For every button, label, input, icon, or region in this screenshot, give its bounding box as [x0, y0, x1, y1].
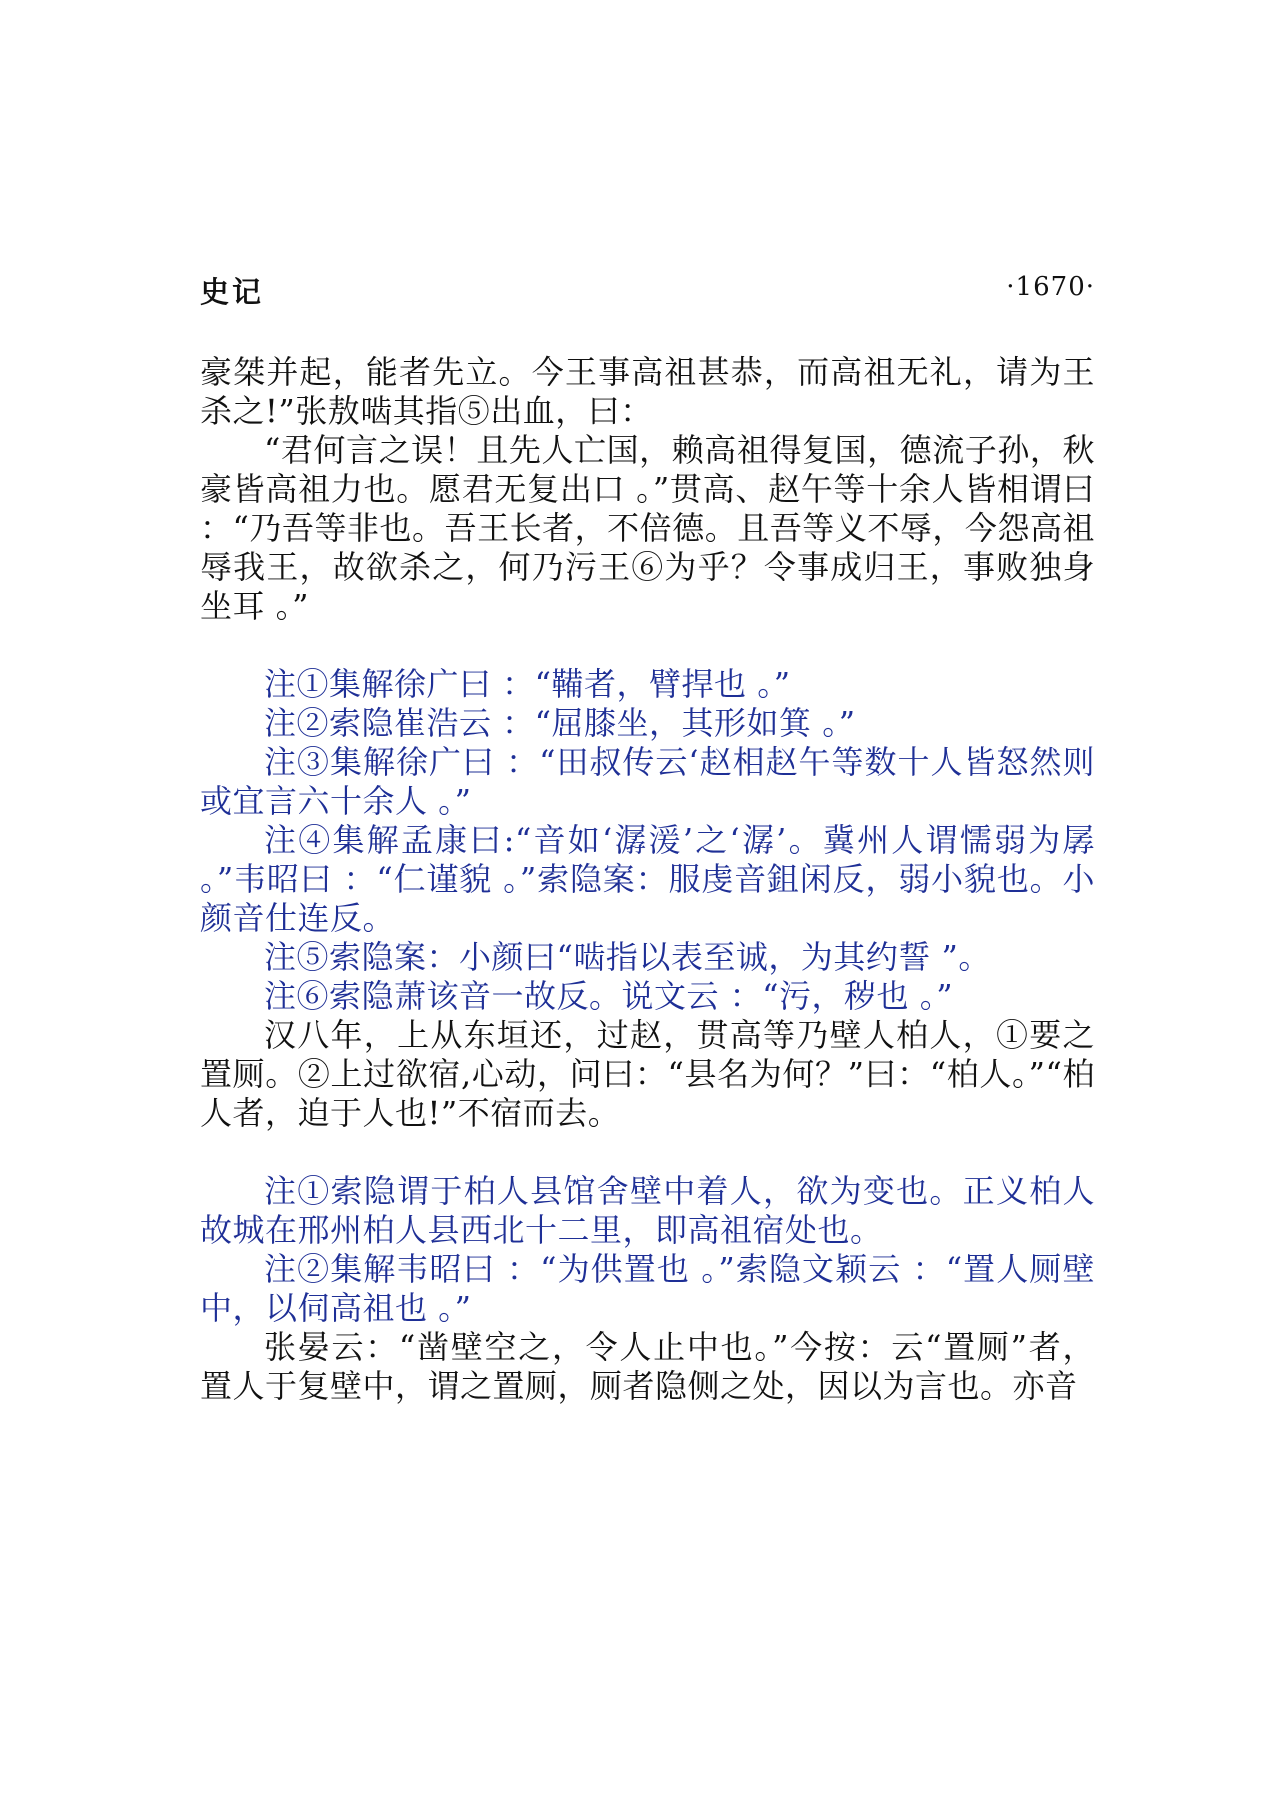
footnote-paragraph: 注⑥索隐萧该音一故反。说文云 ：“污，秽也 。”	[264, 977, 954, 1015]
footnote-paragraph: 注②集解韦昭曰 ：“为供置也 。”索隐文颖云 ：“置人厕壁中，以伺高祖也 。”	[200, 1250, 1095, 1327]
paragraph-spacer	[200, 1133, 1095, 1172]
footnote-paragraph: 注②索隐崔浩云 ：“屈膝坐，其形如箕 。”	[264, 704, 856, 742]
text-paragraph: 张晏云：“凿壁空之，令人止中也。”今按：云“置厕”者，置人于复壁中，谓之置厕，厕者隐侧之处，因以为言也。亦音	[200, 1328, 1095, 1405]
page-number: ·1670·	[1006, 272, 1095, 302]
paragraph-spacer	[200, 626, 1095, 665]
page-header	[200, 270, 1095, 310]
book-title: 史记	[200, 275, 265, 309]
footnote-paragraph: 注⑤索隐案：小颜曰“啮指以表至诚，为其约誓 ”。	[264, 938, 991, 976]
text-paragraph: “君何言之误！且先人亡国，赖高祖得复国，德流子孙，秋豪皆高祖力也。愿君无复出口 。”贯高、赵午等十余人皆相谓曰 ：“乃吾等非也。吾王长者，不倍德。且吾等义不辱，今怨高祖辱我王，故欲杀之，何乃污王⑥为乎？令事成归王，事败独身坐耳 。”	[200, 431, 1095, 625]
footnote-paragraph: 注④集解孟康曰:“音如‘潺湲’之‘潺’。冀州人谓懦弱为孱 。”韦昭曰 ：“仁谨貌 。”索隐案：服虔音鉏闲反，弱小貌也。小颜音仕连反。	[200, 821, 1095, 937]
text-paragraph: 汉八年，上从东垣还，过赵，贯高等乃壁人柏人，①要之置厕。②上过欲宿,心动，问曰：“县名为何？”曰：“柏人。”“柏人者，迫于人也!”不宿而去。	[200, 1016, 1095, 1132]
footnote-paragraph: 注①索隐谓于柏人县馆舍壁中着人，欲为变也。正义柏人故城在邢州柏人县西北十二里，即高祖宿处也。	[200, 1172, 1095, 1249]
text-paragraph: 豪桀并起，能者先立。今王事高祖甚恭，而高祖无礼，请为王杀之!”张敖啮其指⑤出血，曰：	[200, 353, 1095, 430]
footnote-paragraph: 注①集解徐广曰 ：“鞴者，臂捍也 。”	[264, 665, 791, 703]
footnote-paragraph: 注③集解徐广曰 ：“田叔传云‘赵相赵午等数十人皆怒然则或宜言六十余人 。”	[200, 743, 1095, 820]
body-text	[200, 353, 1095, 1406]
